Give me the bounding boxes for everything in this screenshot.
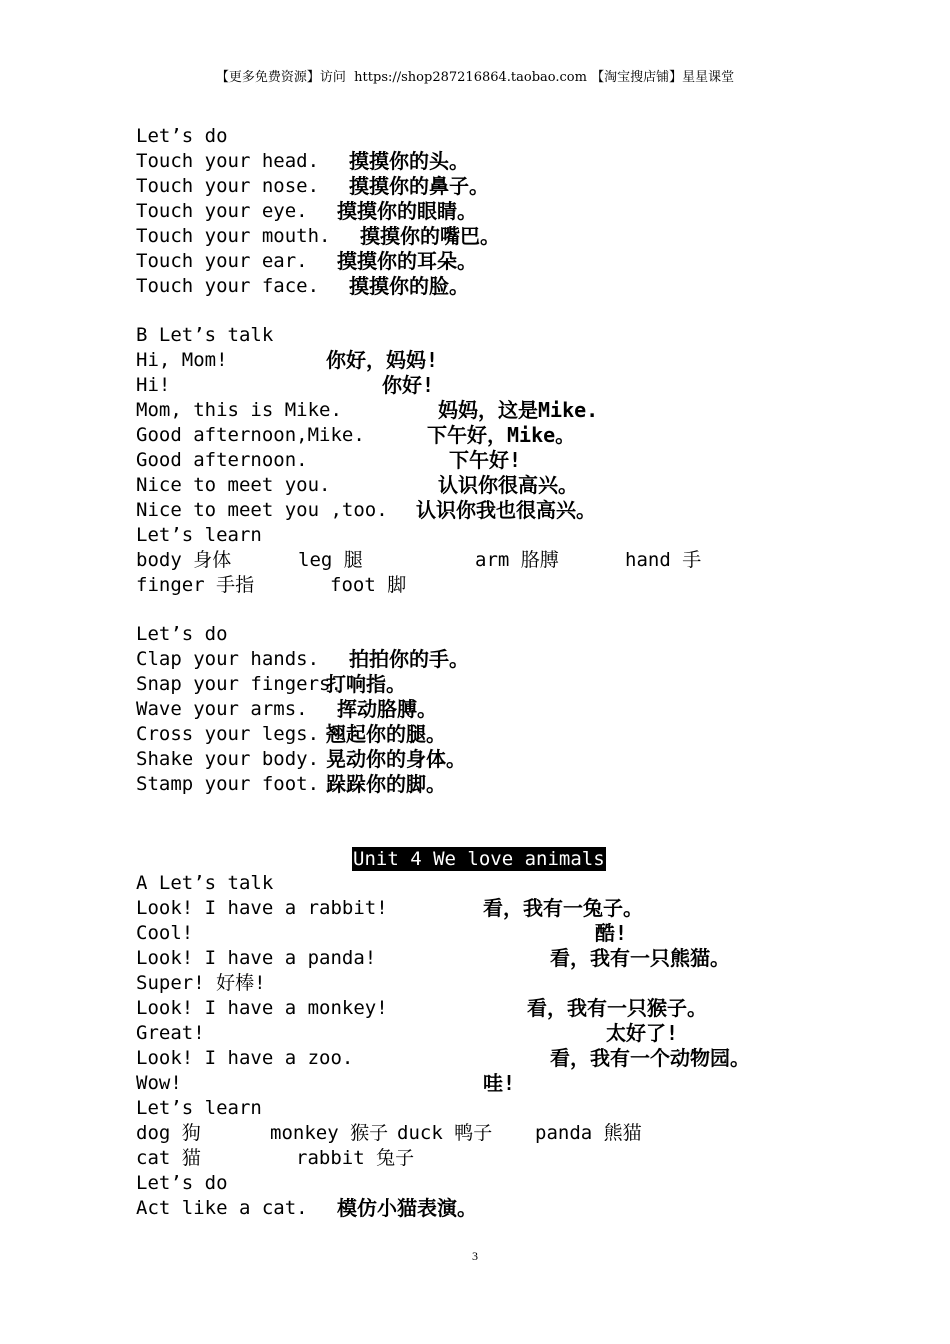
- sentence-line: [136, 971, 266, 996]
- sentence-line: [136, 672, 406, 697]
- english-text: Look! I have a rabbit!: [136, 897, 388, 919]
- english-text: Good afternoon.: [136, 449, 308, 471]
- chinese-text: 下午好，Mike。: [427, 423, 576, 447]
- english-text: Touch your ear.: [136, 250, 308, 272]
- chinese-text: 摸摸你的脸。: [349, 274, 469, 298]
- chinese-text: 认识你我也很高兴。: [416, 498, 596, 522]
- chinese-text: 拍拍你的手。: [349, 647, 469, 671]
- sentence-line: [136, 373, 435, 398]
- vocab-item: duck 鸭子: [397, 1122, 493, 1144]
- english-text: Stamp your foot.: [136, 773, 320, 795]
- sentence-line: [136, 224, 500, 249]
- english-text: Super! 好棒!: [136, 972, 266, 994]
- sentence-line: [136, 896, 643, 921]
- vocab-item: rabbit 兔子: [296, 1147, 415, 1169]
- chinese-text: 下午好!: [449, 448, 522, 472]
- sentence-line: [136, 423, 576, 448]
- english-text: Wave your arms.: [136, 698, 308, 720]
- unit-title: Unit 4 We love animals: [353, 848, 605, 870]
- vocab-row: [136, 1121, 736, 1146]
- sentence-line: [136, 249, 477, 274]
- english-text: Snap your fingers.: [136, 673, 342, 695]
- vocab-item: cat 猫: [136, 1147, 201, 1169]
- english-text: Hi!: [136, 374, 171, 396]
- chinese-text: 打响指。: [326, 672, 406, 696]
- section-heading-lets-learn: Let’s learn: [136, 524, 262, 546]
- section-heading-lets-do: Let’s do: [136, 623, 228, 645]
- english-text: Mom, this is Mike.: [136, 399, 342, 421]
- chinese-text: 看，我有一个动物园。: [550, 1046, 750, 1070]
- english-text: Look! I have a monkey!: [136, 997, 388, 1019]
- page-number: 3: [472, 1249, 478, 1263]
- english-text: Great!: [136, 1022, 205, 1044]
- chinese-text: 看，我有一兔子。: [483, 896, 643, 920]
- sentence-line: [136, 274, 469, 299]
- sentence-line: [136, 697, 437, 722]
- chinese-text: 翘起你的腿。: [326, 722, 446, 746]
- sentence-line: [136, 1196, 477, 1221]
- chinese-text: 看，我有一只猴子。: [527, 996, 707, 1020]
- english-text: Clap your hands.: [136, 648, 320, 670]
- chinese-text: 看，我有一只熊猫。: [550, 946, 730, 970]
- english-text: Nice to meet you.: [136, 474, 331, 496]
- vocab-row: [136, 548, 776, 573]
- chinese-text: 摸摸你的嘴巴。: [360, 224, 500, 248]
- vocab-item: hand 手: [625, 549, 702, 571]
- english-text: Look! I have a zoo.: [136, 1047, 354, 1069]
- vocab-item: leg 腿: [298, 549, 363, 571]
- sentence-line: [136, 398, 599, 423]
- sentence-line: [136, 747, 466, 772]
- english-text: Act like a cat.: [136, 1197, 308, 1219]
- sentence-line: [136, 199, 477, 224]
- chinese-text: 认识你很高兴。: [438, 473, 578, 497]
- chinese-text: 晃动你的身体。: [326, 747, 466, 771]
- chinese-text: 摸摸你的头。: [349, 149, 469, 173]
- vocab-item: foot 脚: [330, 574, 407, 596]
- english-text: Touch your nose.: [136, 175, 320, 197]
- english-text: Cool!: [136, 922, 194, 944]
- chinese-text: 太好了!: [606, 1021, 679, 1045]
- english-text: Touch your face.: [136, 275, 320, 297]
- sentence-line: [136, 448, 522, 473]
- vocab-item: panda 熊猫: [535, 1122, 642, 1144]
- sentence-line: [136, 996, 707, 1021]
- english-text: Nice to meet you ,too.: [136, 499, 388, 521]
- chinese-text: 你好，妈妈!: [326, 348, 439, 372]
- chinese-text: 摸摸你的眼睛。: [337, 199, 477, 223]
- section-heading-lets-do: Let’s do: [136, 1172, 228, 1194]
- chinese-text: 摸摸你的鼻子。: [349, 174, 489, 198]
- chinese-text: 你好!: [382, 373, 435, 397]
- chinese-text: 摸摸你的耳朵。: [337, 249, 477, 273]
- sentence-line: [136, 348, 439, 373]
- vocab-item: finger 手指: [136, 574, 255, 596]
- sentence-line: [136, 1021, 679, 1046]
- english-text: Wow!: [136, 1072, 182, 1094]
- sentence-line: [136, 921, 628, 946]
- chinese-text: 模仿小猫表演。: [337, 1196, 477, 1220]
- chinese-text: 妈妈，这是Mike.: [438, 398, 599, 422]
- sentence-line: [136, 149, 469, 174]
- chinese-text: 哇!: [483, 1071, 516, 1095]
- section-heading-lets-do: Let’s do: [136, 125, 228, 147]
- english-text: Cross your legs.: [136, 723, 320, 745]
- page-header: 【更多免费资源】访问 https://shop287216864.taobao.com 【淘宝搜店铺】星星课堂: [215, 70, 735, 85]
- sentence-line: [136, 946, 730, 971]
- chinese-text: 酷!: [595, 921, 628, 945]
- sentence-line: [136, 498, 596, 523]
- vocab-row: [136, 1146, 736, 1171]
- chinese-text: 挥动胳膊。: [337, 697, 437, 721]
- section-heading-lets-talk: B Let’s talk: [136, 324, 274, 346]
- english-text: Good afternoon,Mike.: [136, 424, 365, 446]
- sentence-line: [136, 1071, 516, 1096]
- english-text: Hi, Mom!: [136, 349, 228, 371]
- section-heading-lets-talk: A Let’s talk: [136, 872, 274, 894]
- vocab-item: body 身体: [136, 549, 232, 571]
- vocab-item: dog 狗: [136, 1122, 201, 1144]
- sentence-line: [136, 722, 446, 747]
- sentence-line: [136, 647, 469, 672]
- chinese-text: 跺跺你的脚。: [326, 772, 446, 796]
- sentence-line: [136, 1046, 750, 1071]
- vocab-row: [136, 573, 776, 598]
- sentence-line: [136, 174, 489, 199]
- english-text: Touch your eye.: [136, 200, 308, 222]
- vocab-item: monkey 猴子: [270, 1122, 389, 1144]
- sentence-line: [136, 473, 578, 498]
- sentence-line: [136, 772, 446, 797]
- vocab-item: arm 胳膊: [475, 549, 559, 571]
- english-text: Touch your mouth.: [136, 225, 331, 247]
- english-text: Shake your body.: [136, 748, 320, 770]
- section-heading-lets-learn: Let’s learn: [136, 1097, 262, 1119]
- english-text: Touch your head.: [136, 150, 320, 172]
- english-text: Look! I have a panda!: [136, 947, 377, 969]
